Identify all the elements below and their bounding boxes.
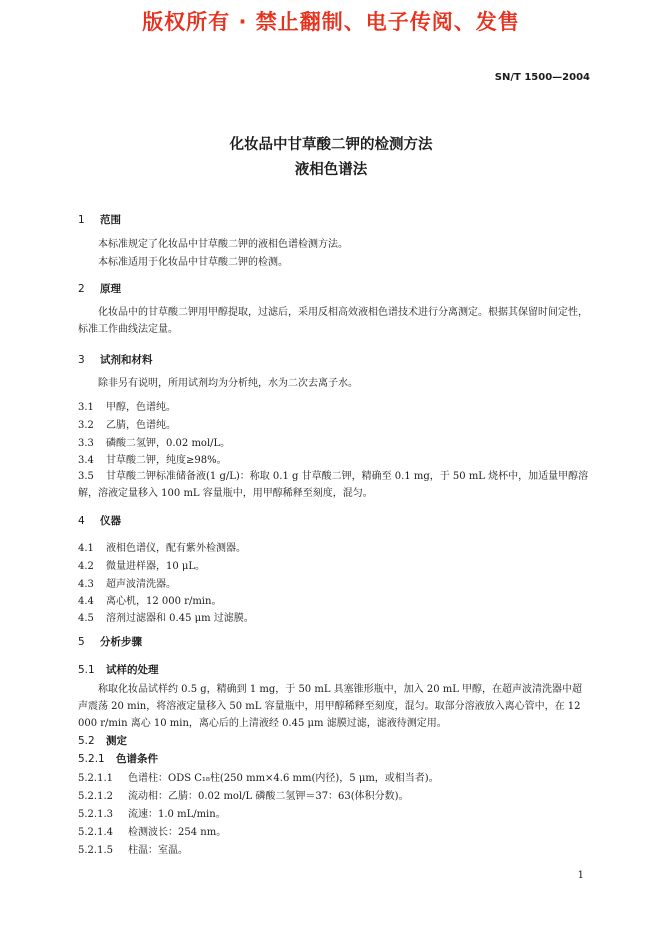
list-item: [78, 416, 176, 431]
section-heading-1: [78, 212, 121, 227]
list-item: [78, 609, 254, 624]
subsection-heading-5-2: [78, 733, 127, 748]
item-text: 超声波清洗器。: [106, 579, 176, 590]
section-title: 原理: [100, 283, 121, 295]
item-text: 柱温：室温。: [128, 845, 188, 856]
item-number: 5.2.1.5: [78, 845, 113, 856]
item-number: 3.1: [78, 402, 94, 413]
item-number: 5.2.1.3: [78, 809, 113, 820]
item-number: 3.2: [78, 420, 94, 431]
section-heading-3: [78, 352, 153, 367]
item-text: 微量进样器，10 μL。: [106, 561, 206, 572]
section-title: 试剂和材料: [100, 354, 153, 366]
item-number: 4.4: [78, 596, 94, 607]
paragraph: 本标准规定了化妆品中甘草酸二钾的液相色谱检测方法。: [98, 239, 348, 250]
item-text: 液相色谱仪，配有紫外检测器。: [106, 543, 246, 554]
item-text: 检测波长：254 nm。: [128, 827, 227, 838]
item-text: 乙腈，色谱纯。: [106, 420, 176, 431]
section-title: 仪器: [100, 515, 121, 527]
item-number: 4.3: [78, 579, 94, 590]
list-item: [78, 841, 188, 856]
list-item: [78, 823, 226, 838]
section-number: 2: [78, 283, 85, 295]
list-item: [78, 557, 205, 572]
paragraph: 化妆品中的甘草酸二钾用甲醇提取，过滤后，采用反相高效液相色谱技术进行分离测定。根据其保留时间定性，标准工作曲线法定量。: [78, 307, 588, 335]
item-number: 5.2.1.4: [78, 827, 113, 838]
subsection-heading-5-2-1: [78, 751, 158, 766]
item-number: 3.3: [78, 438, 94, 449]
subsection-title: 色谱条件: [116, 753, 158, 765]
list-item: [78, 539, 246, 554]
subsection-title: 试样的处理: [106, 664, 159, 676]
subsection-number: 5.2.1: [78, 753, 105, 765]
list-item: [78, 787, 409, 802]
section-heading-5: [78, 634, 142, 649]
page-subtitle: 液相色谱法: [294, 162, 368, 178]
item-text: 流速：1.0 mL/min。: [128, 809, 226, 820]
list-item: [78, 468, 590, 502]
list-item: [78, 398, 176, 413]
list-item: [78, 769, 439, 784]
item-number: 5.2.1.1: [78, 773, 113, 784]
section-number: 4: [78, 515, 85, 527]
subsection-title: 测定: [106, 735, 127, 747]
item-number: 3.5: [78, 471, 94, 482]
subsection-heading-5-1: [78, 662, 159, 677]
item-text: 流动相：乙腈：0.02 mol/L 磷酸二氢钾＝37：63(体积分数)。: [128, 791, 409, 802]
item-number: 4.1: [78, 543, 94, 554]
item-number: 4.2: [78, 561, 94, 572]
subsection-number: 5.1: [78, 664, 95, 676]
item-number: 4.5: [78, 613, 94, 624]
item-number: 3.4: [78, 455, 94, 466]
paragraph: 称取化妆品试样约 0.5 g，精确到 1 mg，于 50 mL 具塞锥形瓶中，加入 20 mL 甲醇，在超声波清洗器中超声震荡 20 min，将溶液定量移入 50 mL 容量瓶中，用甲醇稀释至刻度，混匀。取部分溶液放入离心管中，在 12 000 r/min 离心 10 min，离心后的上清液经 0.45 μm 滤膜过滤，滤液待测定用。: [78, 684, 583, 729]
item-text: 离心机，12 000 r/min。: [106, 596, 222, 607]
section-heading-4: [78, 513, 121, 528]
subsection-number: 5.2: [78, 735, 95, 747]
page-title: 化妆品中甘草酸二钾的检测方法: [229, 137, 433, 153]
section-title: 分析步骤: [100, 636, 142, 648]
item-text: 甘草酸二钾，纯度≥98%。: [106, 455, 227, 466]
section-number: 5: [78, 636, 85, 648]
section-number: 3: [78, 354, 85, 366]
list-item: [78, 434, 230, 449]
item-text: 溶剂过滤器和 0.45 μm 过滤膜。: [106, 613, 254, 624]
list-item: [78, 451, 227, 466]
list-item: [78, 592, 221, 607]
item-number: 5.2.1.2: [78, 791, 113, 802]
item-text: 磷酸二氢钾，0.02 mol/L。: [106, 438, 231, 449]
section-number: 1: [78, 214, 85, 226]
copyright-banner: 版权所有 · 禁止翻制、电子传阅、发售: [142, 10, 520, 34]
paragraph: 除非另有说明，所用试剂均为分析纯，水为二次去离子水。: [98, 378, 358, 389]
item-text: 甲醇，色谱纯。: [106, 402, 176, 413]
list-item: [78, 805, 226, 820]
standard-number: SN/T 1500—2004: [494, 72, 590, 83]
page-number: 1: [577, 870, 584, 881]
item-text: 甘草酸二钾标准储备液(1 g/L)：称取 0.1 g 甘草酸二钾，精确至 0.1 mg，于 50 mL 烧杯中，加适量甲醇溶解，溶液定量移入 100 mL 容量瓶中，用甲醇稀释至刻度，混匀。: [78, 471, 589, 499]
item-text: 色谱柱：ODS C₁₈柱(250 mm×4.6 mm(内径)，5 μm，或相当者)。: [128, 773, 439, 784]
section-heading-2: [78, 281, 121, 296]
paragraph: 本标准适用于化妆品中甘草酸二钾的检测。: [98, 257, 288, 268]
list-item: [78, 575, 176, 590]
section-title: 范围: [100, 214, 121, 226]
